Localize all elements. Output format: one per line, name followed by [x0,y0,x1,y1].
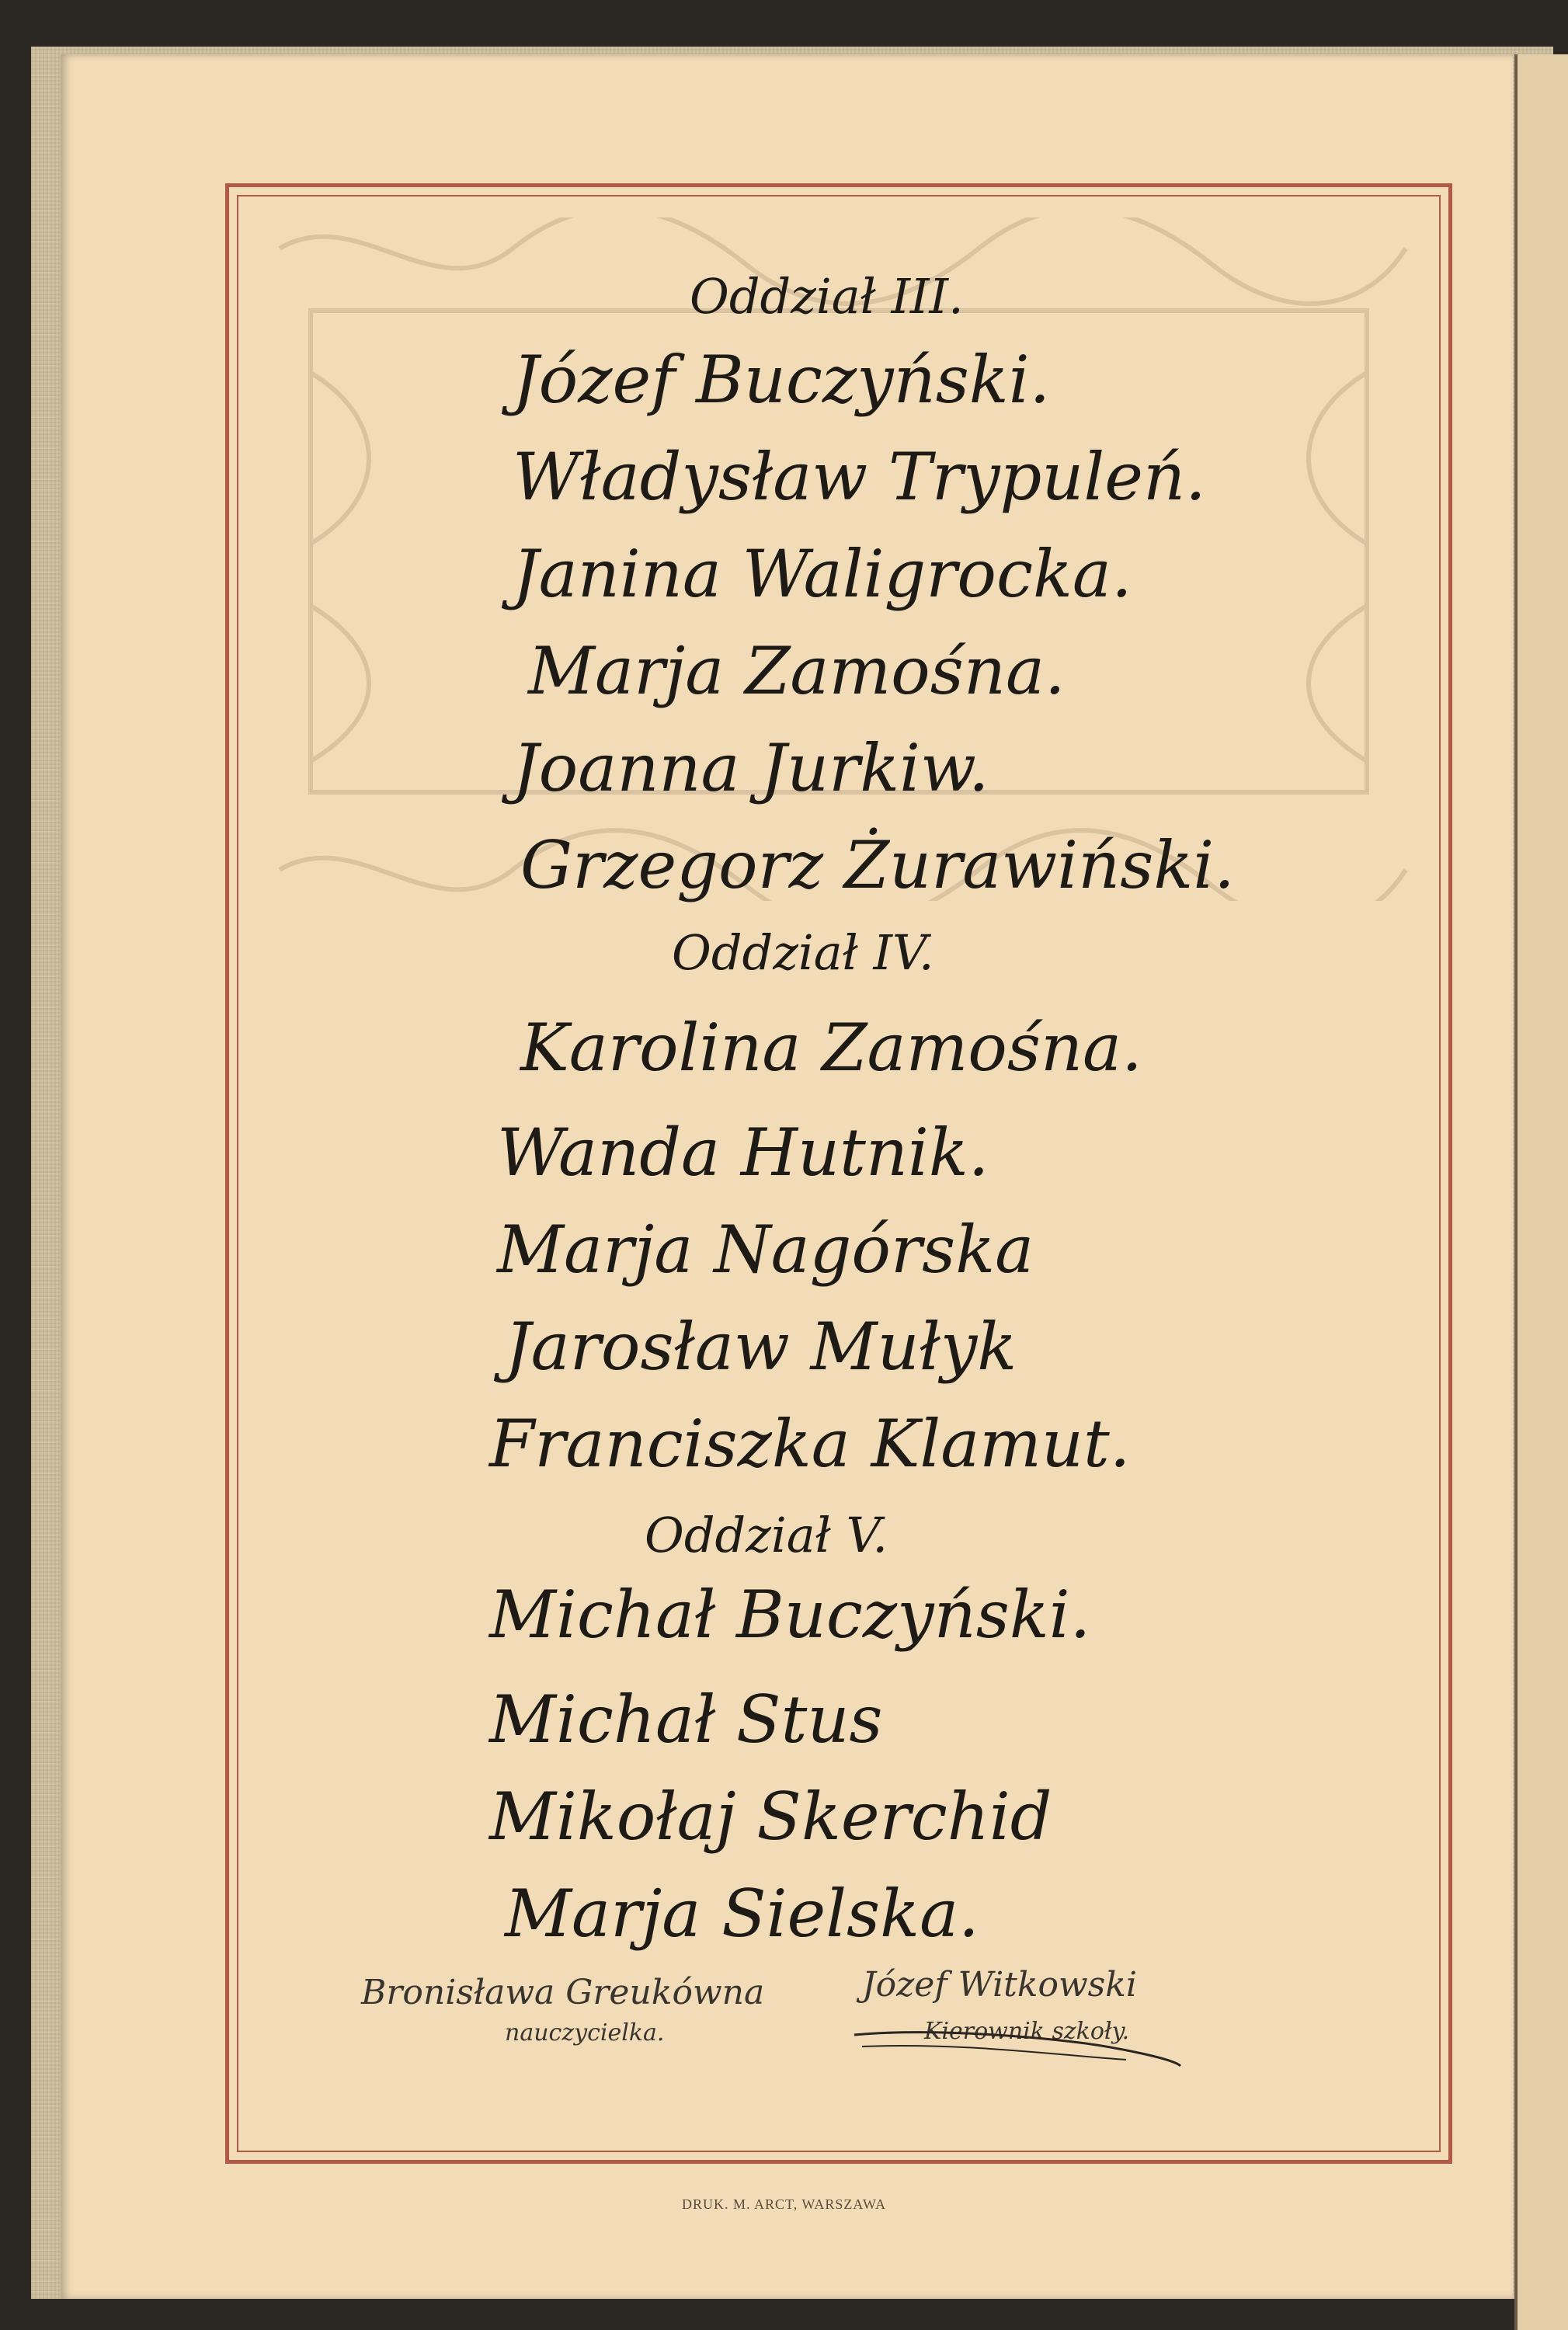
student-name: Grzegorz Żurawiński. [520,827,1235,903]
student-name: Władysław Trypuleń. [513,439,1206,515]
teacher-title: nauczycielka. [505,2019,665,2047]
student-name: Wanda Hutnik. [497,1115,989,1191]
student-name: Marja Sielska. [505,1876,979,1952]
section-heading-3: Oddział III. [690,268,964,325]
principal-title: Kierownik szkoły. [924,2018,1130,2045]
section-heading-5: Oddział V. [645,1507,888,1563]
printer-imprint: DRUK. M. ARCT, WARSZAWA [682,2196,886,2212]
student-name: Joanna Jurkiw. [513,730,989,806]
student-name: Marja Nagórska [497,1212,1034,1288]
student-name: Michał Stus [489,1681,883,1758]
student-name: Michał Buczyński. [489,1577,1091,1653]
section-heading-4: Oddział IV. [672,924,934,981]
facing-page-edge [1514,54,1568,2330]
student-name: Józef Buczyński. [513,342,1051,418]
student-name: Jarosław Mułyk [505,1309,1017,1385]
student-name: Franciszka Klamut. [489,1406,1131,1482]
student-name: Marja Zamośna. [528,633,1066,709]
teacher-signature: Bronisława Greukówna [361,1973,765,2012]
principal-signature: Józef Witkowski [862,1965,1137,2005]
student-name: Janina Waligrocka. [513,536,1132,612]
student-name: Karolina Zamośna. [520,1010,1142,1086]
signature-flourish [847,2012,1188,2074]
student-name: Mikołaj Skerchid [489,1779,1052,1855]
